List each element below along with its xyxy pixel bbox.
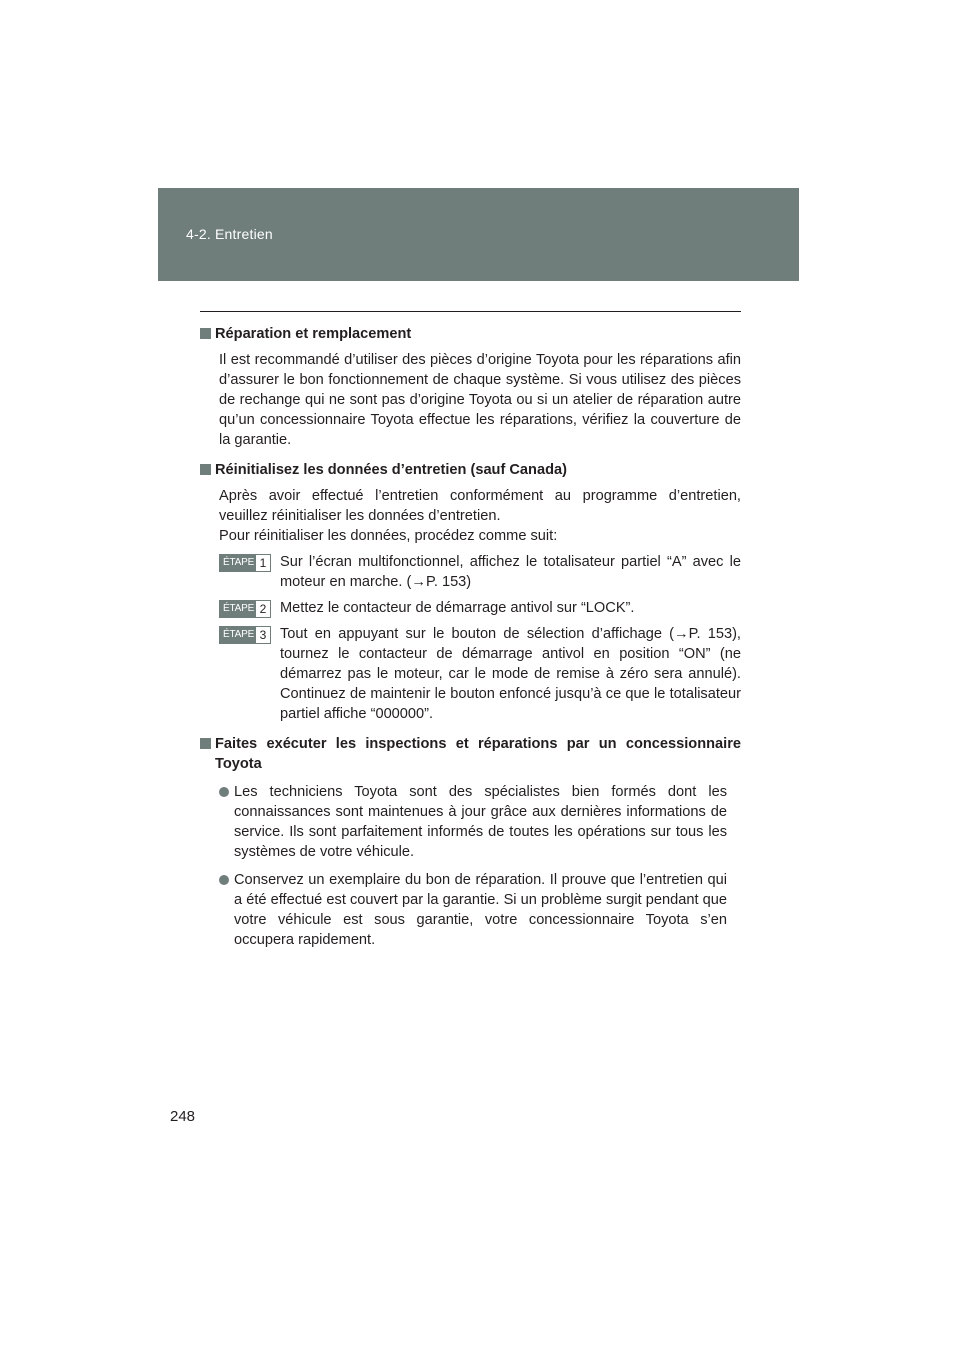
section-title: Réparation et remplacement — [215, 326, 412, 342]
top-divider — [200, 311, 741, 312]
list-item-text: Les techniciens Toyota sont des spécialistes bien formés dont les connaissances sont maintenues à jour grâce aux dernières informations de service. Ils sont parfaitement informés de toutes les opérations sur tous les systèmes de votre véhicule. — [234, 784, 727, 860]
step-text: Tout en appuyant sur le bouton de sélection d’affichage (→P. 153), tournez le contacteur de démarrage antivol en position “ON” (ne démarrez pas le moteur, car le mode de remise à zéro sera annulé). Continuez de maintenir le bouton enfoncé jusqu’à ce que le totalisateur partiel affiche “000000”. — [280, 626, 741, 722]
step-badge-number: 1 — [256, 555, 270, 571]
step-badge — [219, 554, 271, 572]
circle-bullet-icon — [219, 875, 229, 885]
circle-bullet-icon — [219, 787, 229, 797]
step-badge-label: ÉTAPE — [220, 555, 256, 571]
page-content — [200, 324, 741, 960]
section-dealer — [200, 734, 741, 950]
section-repair — [200, 324, 741, 450]
step-badge-label: ÉTAPE — [220, 627, 256, 643]
steps-intro: Pour réinitialiser les données, procédez comme suit: — [219, 528, 558, 544]
page-number: 248 — [170, 1108, 196, 1125]
header-band — [158, 188, 799, 281]
step-badge-number: 3 — [256, 627, 270, 643]
step-2 — [219, 598, 741, 618]
section-heading — [200, 734, 741, 774]
list-item-text: Conservez un exemplaire du bon de réparation. Il prouve que l’entretien qui a été effectué est couvert par la garantie. Si un problème surgit pendant que votre véhicule est sous garantie, votre concessionnaire Toyota s’en occupera rapidement. — [234, 872, 727, 948]
section-title: Faites exécuter les inspections et réparations par un concessionnaire Toyota — [215, 736, 741, 772]
square-bullet-icon — [200, 464, 211, 475]
step-badge — [219, 626, 271, 644]
list-item — [219, 870, 727, 950]
section-title: Réinitialisez les données d’entretien (sauf Canada) — [215, 462, 567, 478]
section-body: Il est recommandé d’utiliser des pièces d’origine Toyota pour les réparations afin d’assurer le bon fonctionnement de chaque système. Si vous utilisez des pièces de rechange qui ne sont pas d’origine Toyota ou si un atelier de réparation autre qu’un concessionnaire Toyota effectue les réparations, vérifiez la couverture de la garantie. — [219, 352, 741, 448]
step-text: Mettez le contacteur de démarrage antivol sur “LOCK”. — [280, 600, 635, 616]
square-bullet-icon — [200, 738, 211, 749]
section-label: 4-2. Entretien — [186, 226, 273, 242]
list-item — [219, 782, 727, 862]
section-heading — [200, 324, 741, 344]
step-badge-label: ÉTAPE — [220, 601, 256, 617]
section-body: Après avoir effectué l’entretien conformément au programme d’entretien, veuillez réinitialiser les données d’entretien. — [219, 488, 741, 524]
step-badge-number: 2 — [256, 601, 270, 617]
square-bullet-icon — [200, 328, 211, 339]
section-reset — [200, 460, 741, 724]
step-1 — [219, 552, 741, 592]
section-heading — [200, 460, 741, 480]
step-3 — [219, 624, 741, 724]
step-text: Sur l’écran multifonctionnel, affichez le totalisateur partiel “A” avec le moteur en marche. (→P. 153) — [280, 554, 741, 590]
step-badge — [219, 600, 271, 618]
